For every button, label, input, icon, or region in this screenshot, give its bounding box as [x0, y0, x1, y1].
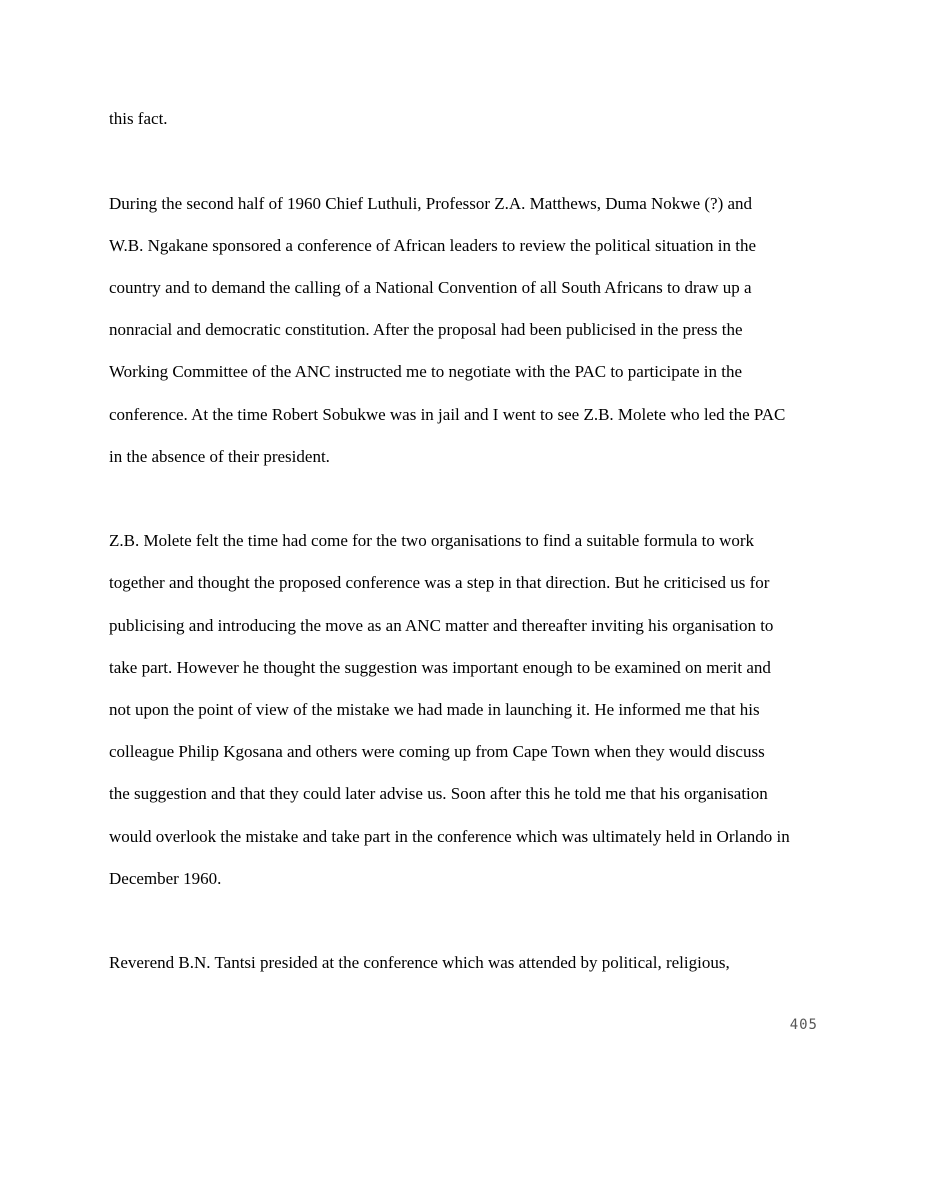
- text-line: country and to demand the calling of a National Convention of all South Africans to draw up a: [109, 278, 752, 297]
- text-line: publicising and introducing the move as an ANC matter and thereafter inviting his organisation to: [109, 616, 774, 635]
- text-line: Reverend B.N. Tantsi presided at the conference which was attended by political, religious,: [109, 953, 730, 972]
- text-line: Z.B. Molete felt the time had come for the two organisations to find a suitable formula to work: [109, 531, 755, 550]
- page-number: 405: [789, 1017, 818, 1033]
- text-line: would overlook the mistake and take part in the conference which was ultimately held in Orlando in: [109, 827, 790, 846]
- text-line: this fact.: [109, 109, 168, 128]
- text-line: the suggestion and that they could later advise us. Soon after this he told me that his organisation: [109, 784, 768, 803]
- text-line: December 1960.: [109, 869, 222, 888]
- text-line: colleague Philip Kgosana and others were coming up from Cape Town when they would discuss: [109, 742, 765, 761]
- text-line: not upon the point of view of the mistake we had made in launching it. He informed me that his: [109, 700, 760, 719]
- text-line: together and thought the proposed conference was a step in that direction. But he criticised us for: [109, 573, 770, 592]
- text-line: Working Committee of the ANC instructed me to negotiate with the PAC to participate in the: [109, 362, 743, 381]
- text-line: During the second half of 1960 Chief Luthuli, Professor Z.A. Matthews, Duma Nokwe (?) and: [109, 194, 753, 213]
- text-line: take part. However he thought the suggestion was important enough to be examined on merit and: [109, 658, 771, 677]
- text-line: W.B. Ngakane sponsored a conference of African leaders to review the political situation in the: [109, 236, 757, 255]
- text-line: in the absence of their president.: [109, 447, 330, 466]
- text-line: conference. At the time Robert Sobukwe was in jail and I went to see Z.B. Molete who led the PAC: [109, 405, 786, 424]
- text-line: nonracial and democratic constitution. After the proposal had been publicised in the press the: [109, 320, 743, 339]
